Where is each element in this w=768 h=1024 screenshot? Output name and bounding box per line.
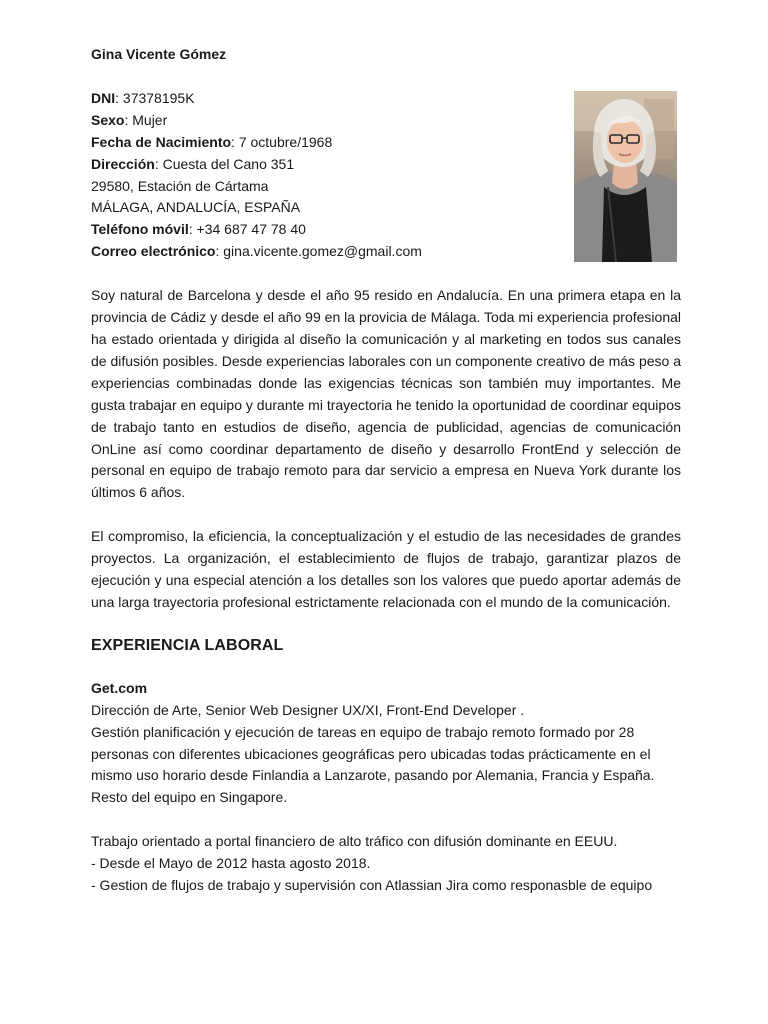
experience-line: Trabajo orientado a portal financiero de alto tráfico con difusión dominante en EEUU. bbox=[91, 833, 618, 850]
experience-details bbox=[91, 831, 681, 897]
experience-line: Dirección de Arte, Senior Web Designer UX/XI, Front-End Developer . bbox=[91, 701, 525, 718]
info-address: Dirección: Cuesta del Cano 351 bbox=[91, 155, 295, 172]
info-phone: Teléfono móvil: +34 687 47 78 40 bbox=[91, 221, 306, 238]
personal-info bbox=[91, 88, 561, 263]
experience-line: Gestión planificación y ejecución de tareas en equipo de trabajo remoto formado por 28 bbox=[91, 723, 635, 740]
experience-line: - Desde el Mayo de 2012 hasta agosto 2018. bbox=[91, 855, 371, 872]
info-sexo: Sexo: Mujer bbox=[91, 111, 168, 128]
experience-description bbox=[91, 700, 681, 810]
info-address-line3: MÁLAGA, ANDALUCÍA, ESPAÑA bbox=[91, 199, 301, 216]
info-birthdate: Fecha de Nacimiento: 7 octubre/1968 bbox=[91, 133, 333, 150]
candidate-name: Gina Vicente Gómez bbox=[91, 46, 227, 62]
info-address-line2: 29580, Estación de Cártama bbox=[91, 177, 269, 194]
profile-photo bbox=[574, 91, 677, 262]
intro-paragraph: Soy natural de Barcelona y desde el año 95 resido en Andalucía. En una primera etapa en la provincia de Cádiz y desde el año 99 en la provicia de Málaga. Toda mi experiencia profesional ha estado orientada y dirigida al diseño la comunicación y al marketing en todos sus canales de difusión posibles. Desde experiencias laborales con un componente creativo de más peso a experiencias combinadas donde las exigencias técnicas son también muy importantes. Me gusta trabajar en equipo y durante mi trayectoria he tenido la oportunidad de coordinar equipos de trabajo tanto en estudios de diseño, agencia de publicidad, agencias de comunicación OnLine así como coordinar departamento de diseño y desarrollo FrontEnd y selección de personal en equipo de trabajo remoto para dar servicio a empresa en Nueva York durante los últimos 6 años. bbox=[91, 287, 681, 501]
values-paragraph: El compromiso, la eficiencia, la conceptualización y el estudio de las necesidades de grandes proyectos. La organización, el establecimiento de flujos de trabajo, garantizar plazos de ejecución y una especial atención a los detalles son los valores que puedo aportar además de una larga trayectoria profesional estrictamente relacionada con el mundo de la comunicación. bbox=[91, 528, 681, 610]
info-email: Correo electrónico: gina.vicente.gomez@gmail.com bbox=[91, 243, 422, 260]
experience-line: - Gestion de flujos de trabajo y supervisión con Atlassian Jira como responasble de equipo bbox=[91, 877, 653, 894]
company-name: Get.com bbox=[91, 679, 148, 696]
info-dni: DNI: 37378195K bbox=[91, 89, 195, 106]
experience-line: personas con diferentes ubicaciones geográficas pero ubicadas todas prácticamente en el bbox=[91, 745, 651, 762]
section-heading-experience: EXPERIENCIA LABORAL bbox=[91, 636, 284, 654]
experience-line: mismo uso horario desde Finlandia a Lanzarote, pasando por Alemania, Francia y España. bbox=[91, 767, 655, 784]
experience-line: Resto del equipo en Singapore. bbox=[91, 789, 288, 806]
profile-photo-illustration bbox=[574, 91, 677, 262]
